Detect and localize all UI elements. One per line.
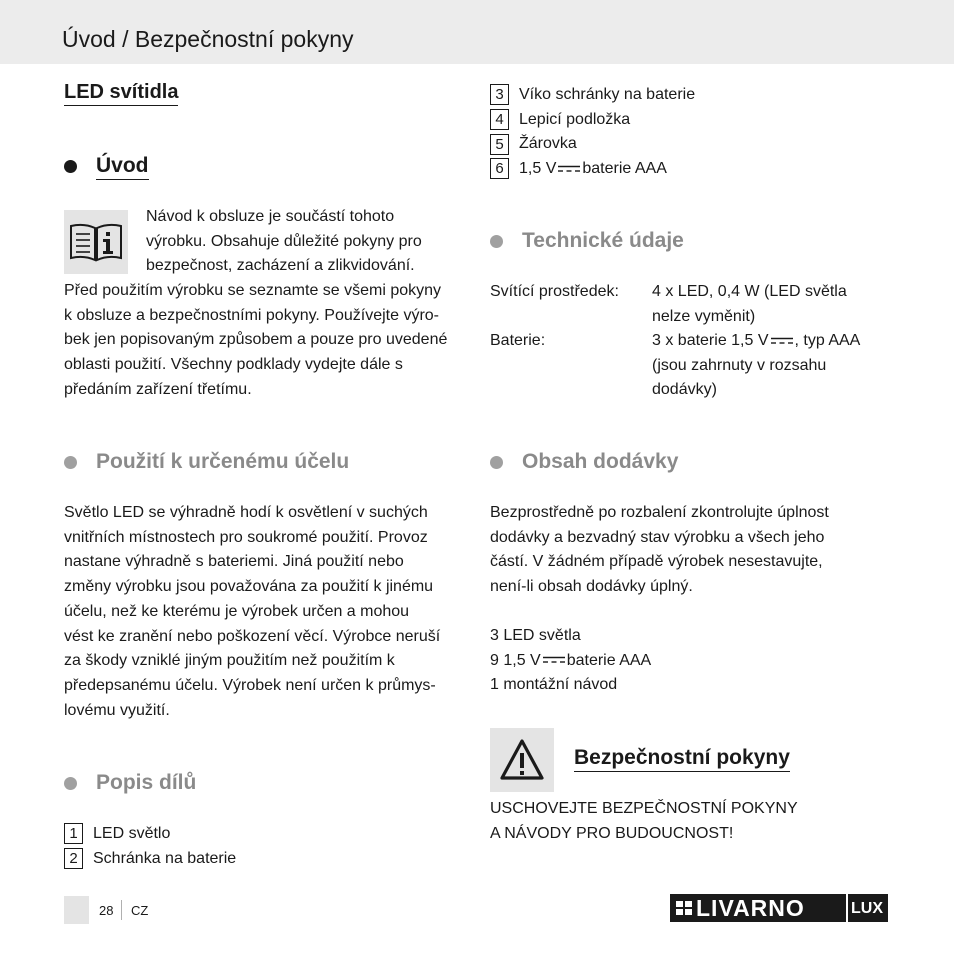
spec-light-value: [652, 280, 892, 329]
dc-symbol-icon: [771, 337, 793, 345]
dc-symbol-icon: [543, 656, 565, 664]
list-item: [64, 847, 236, 872]
intended-use-heading: Použití k určenému účelu: [96, 450, 350, 473]
part-number: 4: [490, 109, 509, 130]
footer-divider: [121, 900, 122, 920]
text-line: výrobku. Obsahuje důležité pokyny pro: [146, 232, 422, 250]
spec-battery-value: [652, 329, 892, 403]
part-number: 5: [490, 134, 509, 155]
bullet-icon: [64, 160, 77, 173]
logo-mark-icon: [676, 901, 692, 915]
text-line: USCHOVEJTE BEZPEČNOSTNÍ POKYNY: [490, 800, 798, 817]
bullet-icon: [490, 456, 503, 469]
text-line: oblasti použití. Všechny podklady vydejte dále s: [64, 356, 403, 374]
text-line: nelze vyměnit): [652, 307, 756, 325]
brand-name: LIVARNO: [696, 895, 805, 921]
intro-icon-text: [146, 205, 422, 279]
part-label: Schránka na baterie: [93, 849, 237, 867]
text-line: 4 x LED, 0,4 W (LED světla: [652, 283, 847, 300]
delivery-items: [490, 624, 651, 698]
text-line: bezpečnost, zacházení a zlikvidování.: [146, 257, 415, 275]
text-line: dodávky a bezvadný stav výrobku a všech jeho: [490, 528, 825, 546]
text-line: není-li obsah dodávky úplný.: [490, 578, 693, 596]
spec-battery-label: Baterie:: [490, 332, 546, 349]
text-line: [652, 329, 892, 354]
list-item: [490, 649, 651, 674]
page-number: 28: [99, 903, 114, 918]
item-label: baterie AAA: [566, 651, 652, 669]
part-number: 3: [490, 84, 509, 105]
text-line: Návod k obsluze je součástí tohoto: [146, 208, 395, 225]
text-line: změny výrobku jsou považována za použití k jinému: [64, 578, 434, 596]
text-line: Bezprostředně po rozbalení zkontrolujte úplnost: [490, 504, 829, 521]
intended-use-text: [64, 501, 440, 723]
dc-symbol-icon: [558, 165, 580, 173]
text-line: za škody vzniklé jiným použitím než použitím k: [64, 652, 395, 670]
intro-heading: Úvod: [96, 154, 149, 180]
battery-voltage: 3 x baterie 1,5 V: [652, 332, 769, 349]
list-item: [64, 822, 236, 847]
item-voltage: 9 1,5 V: [490, 651, 541, 669]
safety-text: [490, 797, 798, 846]
text-line: předepsanému účelu. Výrobek není určen k průmys-: [64, 676, 436, 694]
list-item: [490, 157, 695, 182]
text-line: bek jen popisovaným způsobem a pouze pro uvedené: [64, 331, 448, 349]
brand-logo: [670, 894, 890, 922]
parts-list-left: [64, 822, 236, 871]
part-label: LED světlo: [93, 825, 171, 842]
text-line: A NÁVODY PRO BUDOUCNOST!: [490, 824, 734, 842]
list-item: 1 montážní návod: [490, 676, 618, 694]
list-item: [490, 132, 695, 157]
part-label: baterie AAA: [582, 160, 667, 178]
parts-list-right: [490, 83, 695, 182]
manual-info-icon: [64, 210, 128, 274]
text-line: (jsou zahrnuty v rozsahu: [652, 356, 827, 374]
parts-heading: Popis dílů: [96, 771, 197, 794]
list-item: [490, 108, 695, 133]
tech-heading: Technické údaje: [522, 229, 684, 252]
safety-heading: Bezpečnostní pokyny: [574, 746, 790, 772]
spec-light-label: Svítící prostředek:: [490, 283, 619, 300]
text-line: účelu, než ke kterému je výrobek určen a mohou: [64, 602, 410, 620]
text-line: Světlo LED se výhradně hodí k osvětlení v suchých: [64, 504, 428, 521]
text-line: předáním zařízení třetímu.: [64, 380, 252, 398]
text-line: nastane výhradně s bateriemi. Jiná použití nebo: [64, 553, 404, 571]
footer-marker: [64, 896, 89, 924]
delivery-text: [490, 501, 829, 600]
text-line: vést ke zranění nebo poškození věcí. Výrobce neruší: [64, 627, 441, 645]
part-number: 2: [64, 848, 83, 869]
text-line: lovému využití.: [64, 701, 170, 719]
bullet-icon: [64, 456, 77, 469]
text-line: částí. V žádném případě výrobek nesestavujte,: [490, 553, 823, 571]
page-header-title: Úvod / Bezpečnostní pokyny: [62, 26, 354, 52]
part-number: 6: [490, 158, 509, 179]
text-line: dodávky): [652, 381, 717, 399]
list-item: [490, 83, 695, 108]
text-line: k obsluze a bezpečnostními pokyny. Používejte výro-: [64, 306, 439, 324]
list-item: 3 LED světla: [490, 627, 581, 644]
text-line: vnitřních místnostech pro soukromé použití. Provoz: [64, 528, 428, 546]
section-title: LED svítidla: [64, 81, 178, 106]
warning-icon: [490, 728, 554, 792]
part-number: 1: [64, 823, 83, 844]
part-voltage: 1,5 V: [519, 160, 557, 178]
brand-suffix: LUX: [851, 900, 883, 917]
intro-text: [64, 279, 447, 403]
part-label: Žárovka: [519, 135, 577, 153]
part-label: Lepicí podložka: [519, 110, 631, 128]
bullet-icon: [64, 777, 77, 790]
battery-type: , typ AAA: [794, 332, 861, 349]
delivery-heading: Obsah dodávky: [522, 450, 679, 473]
language-code: CZ: [131, 903, 149, 918]
text-line: Před použitím výrobku se seznamte se všemi pokyny: [64, 282, 442, 299]
part-label: Víko schránky na baterie: [519, 86, 696, 103]
bullet-icon: [490, 235, 503, 248]
